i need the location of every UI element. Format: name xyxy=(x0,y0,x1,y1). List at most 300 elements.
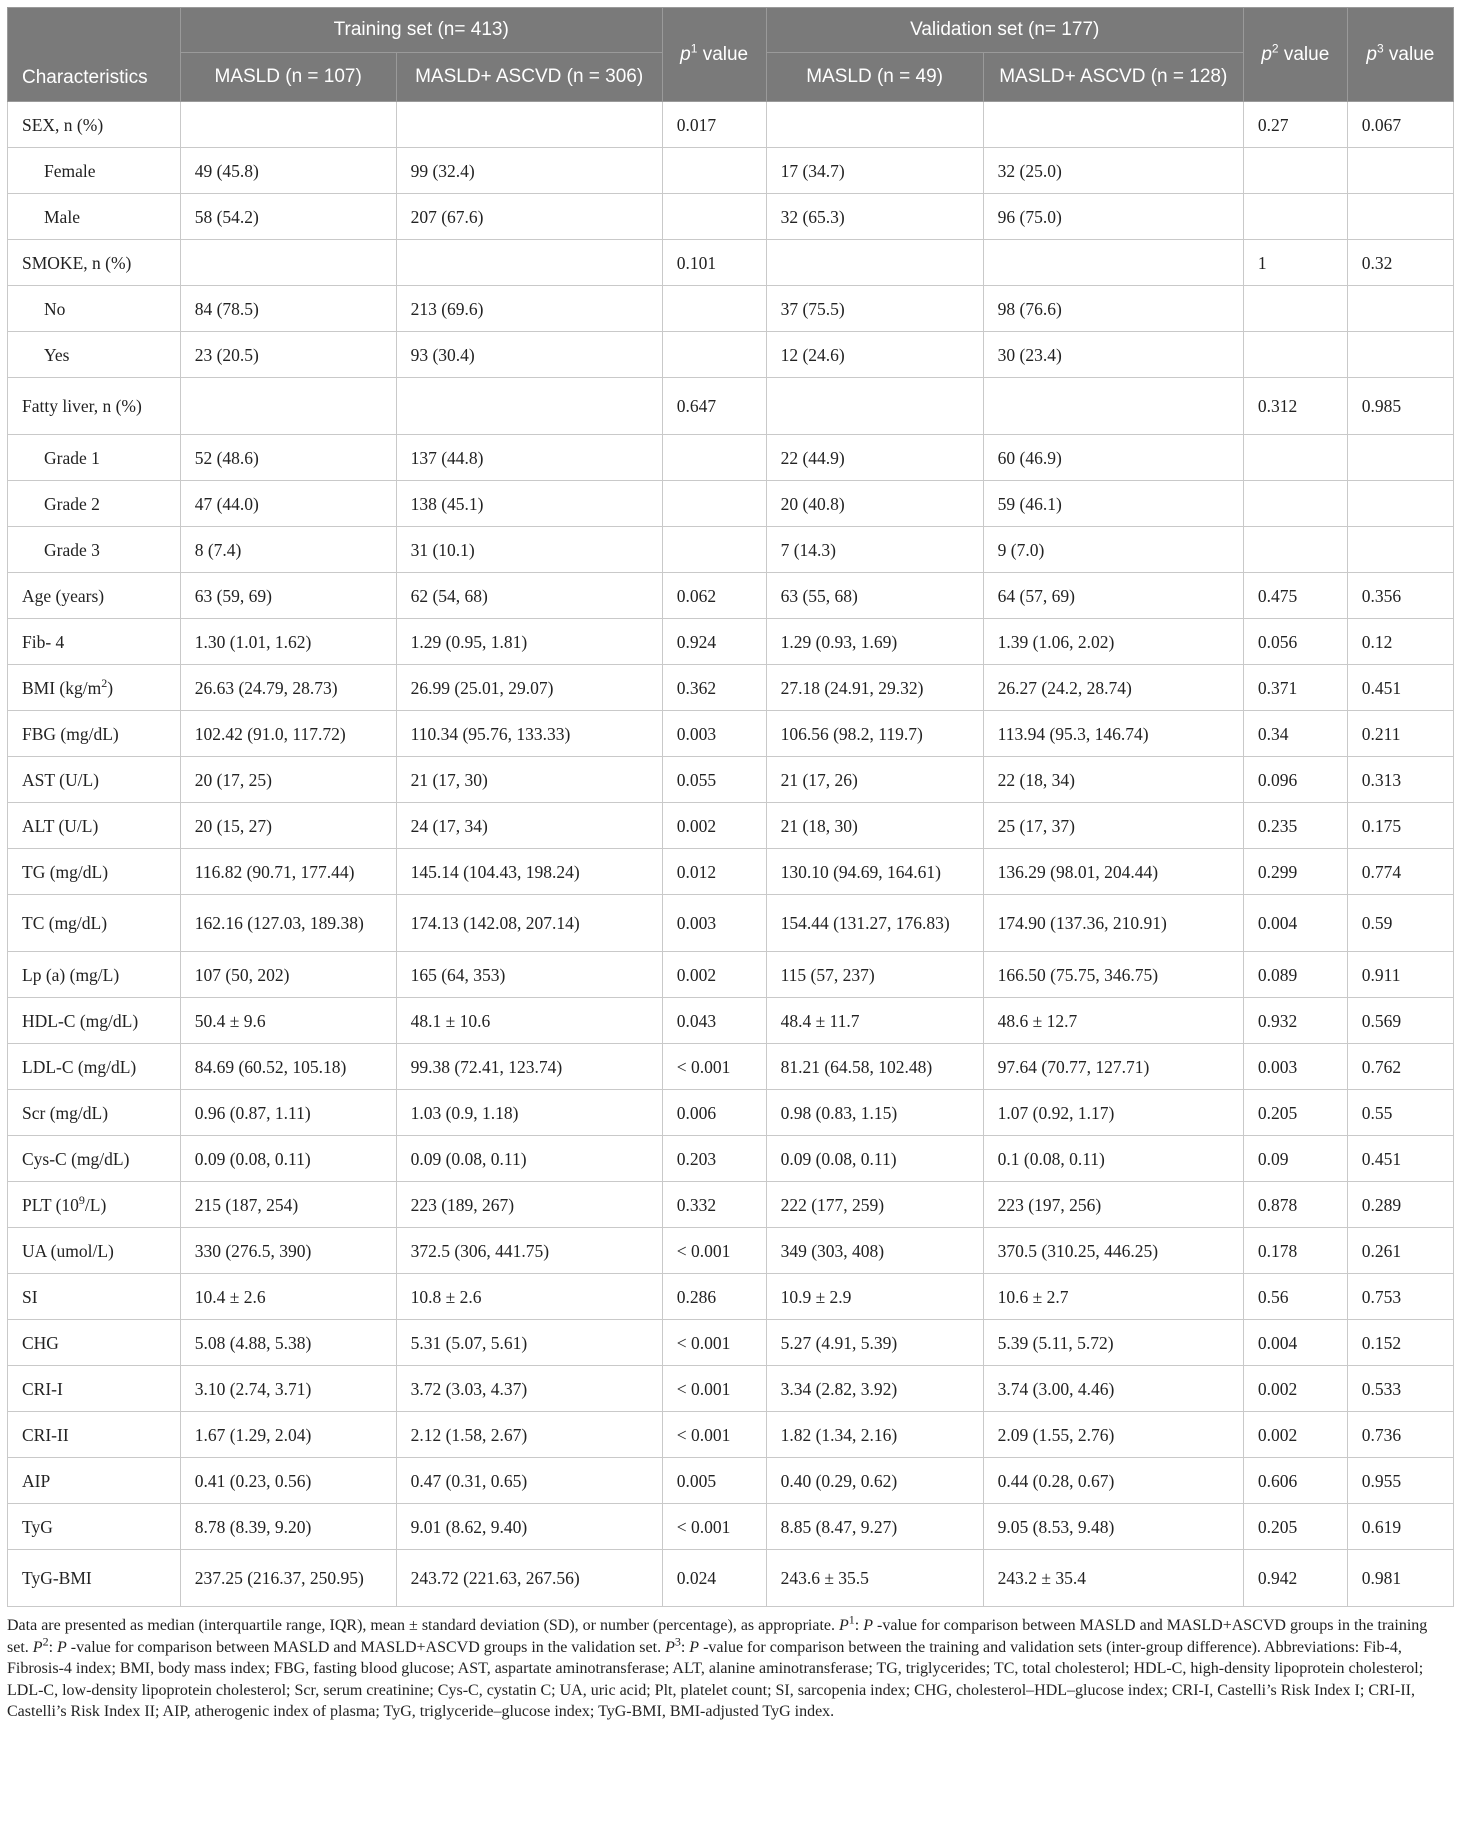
cell-characteristic: Yes xyxy=(8,332,181,378)
table-row xyxy=(8,435,1454,481)
cell-train-masld: 1.30 (1.01, 1.62) xyxy=(180,619,396,665)
cell-val-masld: 21 (17, 26) xyxy=(766,757,983,803)
cell-val-masld: 7 (14.3) xyxy=(766,527,983,573)
cell-p1: 0.006 xyxy=(662,1090,766,1136)
cell-p3: 0.619 xyxy=(1347,1504,1453,1550)
cell-train-masld-ascvd: 145.14 (104.43, 198.24) xyxy=(396,849,662,895)
cell-val-masld: 22 (44.9) xyxy=(766,435,983,481)
table-row xyxy=(8,1320,1454,1366)
cell-val-masld-ascvd: 22 (18, 34) xyxy=(983,757,1243,803)
table-row xyxy=(8,1044,1454,1090)
cell-p3: 0.569 xyxy=(1347,998,1453,1044)
table-row xyxy=(8,895,1454,952)
cell-train-masld: 162.16 (127.03, 189.38) xyxy=(180,895,396,952)
cell-p3: 0.753 xyxy=(1347,1274,1453,1320)
cell-p2 xyxy=(1243,435,1347,481)
cell-p2: 0.606 xyxy=(1243,1458,1347,1504)
cell-p2: 0.002 xyxy=(1243,1366,1347,1412)
cell-train-masld-ascvd: 243.72 (221.63, 267.56) xyxy=(396,1550,662,1607)
cell-val-masld-ascvd: 98 (76.6) xyxy=(983,286,1243,332)
table-row xyxy=(8,378,1454,435)
cell-train-masld-ascvd: 26.99 (25.01, 29.07) xyxy=(396,665,662,711)
cell-train-masld-ascvd: 1.29 (0.95, 1.81) xyxy=(396,619,662,665)
cell-p3 xyxy=(1347,435,1453,481)
header-val-masld-ascvd: MASLD+ ASCVD (n = 128) xyxy=(983,53,1243,102)
cell-p2: 0.942 xyxy=(1243,1550,1347,1607)
cell-val-masld: 27.18 (24.91, 29.32) xyxy=(766,665,983,711)
table-row xyxy=(8,1228,1454,1274)
cell-characteristic: Male xyxy=(8,194,181,240)
cell-val-masld: 12 (24.6) xyxy=(766,332,983,378)
cell-characteristic: Scr (mg/dL) xyxy=(8,1090,181,1136)
cell-val-masld: 37 (75.5) xyxy=(766,286,983,332)
cell-characteristic: AST (U/L) xyxy=(8,757,181,803)
cell-p1 xyxy=(662,332,766,378)
cell-p1: 0.203 xyxy=(662,1136,766,1182)
cell-characteristic: Fatty liver, n (%) xyxy=(8,378,181,435)
cell-characteristic: No xyxy=(8,286,181,332)
cell-p3 xyxy=(1347,332,1453,378)
table-row xyxy=(8,849,1454,895)
cell-val-masld: 115 (57, 237) xyxy=(766,952,983,998)
cell-val-masld-ascvd: 9.05 (8.53, 9.48) xyxy=(983,1504,1243,1550)
cell-p3: 0.59 xyxy=(1347,895,1453,952)
footnote-p2: -value for comparison between MASLD and MASLD+ASCVD groups in the validation set. xyxy=(70,1638,662,1656)
cell-p1 xyxy=(662,435,766,481)
cell-p3: 0.289 xyxy=(1347,1182,1453,1228)
cell-p3: 0.762 xyxy=(1347,1044,1453,1090)
cell-p1: < 0.001 xyxy=(662,1320,766,1366)
cell-val-masld: 10.9 ± 2.9 xyxy=(766,1274,983,1320)
cell-p2: 1 xyxy=(1243,240,1347,286)
cell-val-masld: 81.21 (64.58, 102.48) xyxy=(766,1044,983,1090)
cell-p2: 0.096 xyxy=(1243,757,1347,803)
table-row xyxy=(8,240,1454,286)
cell-val-masld: 63 (55, 68) xyxy=(766,573,983,619)
footnote-p1: -value for comparison between MASLD and MASLD+ASCVD groups in the training set. xyxy=(7,1617,1428,1656)
cell-p3: 0.356 xyxy=(1347,573,1453,619)
cell-train-masld: 3.10 (2.74, 3.71) xyxy=(180,1366,396,1412)
cell-train-masld-ascvd: 372.5 (306, 441.75) xyxy=(396,1228,662,1274)
cell-train-masld: 1.67 (1.29, 2.04) xyxy=(180,1412,396,1458)
cell-p3: 0.12 xyxy=(1347,619,1453,665)
cell-train-masld: 10.4 ± 2.6 xyxy=(180,1274,396,1320)
header-train-masld: MASLD (n = 107) xyxy=(180,53,396,102)
table-row xyxy=(8,952,1454,998)
cell-p3 xyxy=(1347,194,1453,240)
cell-train-masld-ascvd: 10.8 ± 2.6 xyxy=(396,1274,662,1320)
table-row xyxy=(8,1458,1454,1504)
cell-train-masld-ascvd: 62 (54, 68) xyxy=(396,573,662,619)
cell-p3: 0.985 xyxy=(1347,378,1453,435)
header-train-masld-ascvd: MASLD+ ASCVD (n = 306) xyxy=(396,53,662,102)
footnote-intro: Data are presented as median (interquartile range, IQR), mean ± standard deviation (SD), or number (percentage), as appropriate. xyxy=(7,1617,835,1634)
cell-p2: 0.004 xyxy=(1243,1320,1347,1366)
header-p1-value: $p^1$ value xyxy=(662,8,766,102)
cell-p1: 0.002 xyxy=(662,803,766,849)
cell-characteristic: CRI-I xyxy=(8,1366,181,1412)
cell-p1: 0.003 xyxy=(662,711,766,757)
table-container xyxy=(7,7,1454,1723)
cell-train-masld: 8.78 (8.39, 9.20) xyxy=(180,1504,396,1550)
footnote-abbreviations: Abbreviations: Fib-4, Fibrosis-4 index; BMI, body mass index; FBG, fasting blood glucose; AST, aspartate aminotransferase; ALT, alanine aminotransferase; TG, triglycerides; TC, total cholesterol; HDL-C, high-density lipoprotein cholesterol; LDL-C, low-density lipoprotein cholesterol; Scr, serum creatinine; Cys-C, cystatin C; UA, uric acid; Plt, platelet count; SI, sarcopenia index; CHG, cholesterol–HDL–glucose index; CRI-I, Castelli’s Risk Index I; CRI-II, Castelli’s Risk Index II; AIP, atherogenic index of plasma; TyG, triglyceride–glucose index; TyG-BMI, BMI-adjusted TyG index. xyxy=(7,1638,1424,1721)
cell-train-masld xyxy=(180,240,396,286)
cell-train-masld: 23 (20.5) xyxy=(180,332,396,378)
cell-p2 xyxy=(1243,194,1347,240)
table-row xyxy=(8,711,1454,757)
table-row xyxy=(8,1550,1454,1607)
table-row xyxy=(8,1090,1454,1136)
cell-train-masld-ascvd: 31 (10.1) xyxy=(396,527,662,573)
cell-train-masld-ascvd: 0.09 (0.08, 0.11) xyxy=(396,1136,662,1182)
characteristics-table xyxy=(7,7,1454,1607)
cell-p2: 0.205 xyxy=(1243,1090,1347,1136)
cell-p2 xyxy=(1243,332,1347,378)
cell-val-masld-ascvd: 0.44 (0.28, 0.67) xyxy=(983,1458,1243,1504)
cell-p1: 0.647 xyxy=(662,378,766,435)
cell-characteristic: ALT (U/L) xyxy=(8,803,181,849)
table-row xyxy=(8,1504,1454,1550)
cell-train-masld-ascvd: 223 (189, 267) xyxy=(396,1182,662,1228)
cell-val-masld: 20 (40.8) xyxy=(766,481,983,527)
cell-p2 xyxy=(1243,481,1347,527)
cell-val-masld-ascvd: 136.29 (98.01, 204.44) xyxy=(983,849,1243,895)
cell-train-masld: 26.63 (24.79, 28.73) xyxy=(180,665,396,711)
cell-train-masld-ascvd xyxy=(396,102,662,148)
table-row xyxy=(8,757,1454,803)
cell-train-masld-ascvd: 93 (30.4) xyxy=(396,332,662,378)
cell-characteristic: CHG xyxy=(8,1320,181,1366)
cell-val-masld: 17 (34.7) xyxy=(766,148,983,194)
cell-characteristic: TyG-BMI xyxy=(8,1550,181,1607)
cell-p2: 0.475 xyxy=(1243,573,1347,619)
cell-train-masld: 50.4 ± 9.6 xyxy=(180,998,396,1044)
cell-train-masld-ascvd: 110.34 (95.76, 133.33) xyxy=(396,711,662,757)
cell-p1: 0.332 xyxy=(662,1182,766,1228)
header-training-set: Training set (n= 413) xyxy=(180,8,662,53)
table-row xyxy=(8,1274,1454,1320)
table-row xyxy=(8,102,1454,148)
cell-train-masld: 107 (50, 202) xyxy=(180,952,396,998)
cell-p1 xyxy=(662,194,766,240)
cell-characteristic: TyG xyxy=(8,1504,181,1550)
cell-val-masld-ascvd: 370.5 (310.25, 446.25) xyxy=(983,1228,1243,1274)
table-row xyxy=(8,619,1454,665)
table-row xyxy=(8,665,1454,711)
cell-val-masld: 5.27 (4.91, 5.39) xyxy=(766,1320,983,1366)
cell-characteristic: TC (mg/dL) xyxy=(8,895,181,952)
table-header xyxy=(8,8,1454,102)
cell-val-masld-ascvd: 48.6 ± 12.7 xyxy=(983,998,1243,1044)
cell-p1 xyxy=(662,527,766,573)
cell-val-masld: 0.40 (0.29, 0.62) xyxy=(766,1458,983,1504)
cell-train-masld xyxy=(180,102,396,148)
cell-p1: 0.101 xyxy=(662,240,766,286)
table-row xyxy=(8,1136,1454,1182)
cell-characteristic: CRI-II xyxy=(8,1412,181,1458)
cell-characteristic: HDL-C (mg/dL) xyxy=(8,998,181,1044)
cell-p3 xyxy=(1347,148,1453,194)
table-row xyxy=(8,1366,1454,1412)
cell-p2: 0.089 xyxy=(1243,952,1347,998)
cell-p3: 0.981 xyxy=(1347,1550,1453,1607)
cell-p1 xyxy=(662,481,766,527)
cell-p1: 0.002 xyxy=(662,952,766,998)
header-p3-value: $p^3$ value xyxy=(1347,8,1453,102)
cell-characteristic: Grade 2 xyxy=(8,481,181,527)
cell-val-masld xyxy=(766,378,983,435)
cell-val-masld-ascvd: 9 (7.0) xyxy=(983,527,1243,573)
cell-p2: 0.312 xyxy=(1243,378,1347,435)
cell-val-masld xyxy=(766,240,983,286)
cell-val-masld-ascvd: 10.6 ± 2.7 xyxy=(983,1274,1243,1320)
cell-p2: 0.235 xyxy=(1243,803,1347,849)
cell-train-masld-ascvd: 99.38 (72.41, 123.74) xyxy=(396,1044,662,1090)
header-validation-set: Validation set (n= 177) xyxy=(766,8,1243,53)
cell-train-masld-ascvd: 21 (17, 30) xyxy=(396,757,662,803)
cell-train-masld-ascvd: 137 (44.8) xyxy=(396,435,662,481)
cell-train-masld-ascvd: 9.01 (8.62, 9.40) xyxy=(396,1504,662,1550)
cell-train-masld: 0.96 (0.87, 1.11) xyxy=(180,1090,396,1136)
cell-p3: 0.175 xyxy=(1347,803,1453,849)
cell-p1 xyxy=(662,148,766,194)
table-row xyxy=(8,148,1454,194)
cell-train-masld-ascvd: 213 (69.6) xyxy=(396,286,662,332)
cell-train-masld: 102.42 (91.0, 117.72) xyxy=(180,711,396,757)
cell-val-masld-ascvd: 0.1 (0.08, 0.11) xyxy=(983,1136,1243,1182)
cell-train-masld-ascvd: 2.12 (1.58, 2.67) xyxy=(396,1412,662,1458)
cell-characteristic: SMOKE, n (%) xyxy=(8,240,181,286)
cell-p3: 0.32 xyxy=(1347,240,1453,286)
cell-p3 xyxy=(1347,527,1453,573)
cell-p2 xyxy=(1243,148,1347,194)
cell-train-masld-ascvd xyxy=(396,240,662,286)
cell-p3: 0.736 xyxy=(1347,1412,1453,1458)
cell-val-masld-ascvd: 5.39 (5.11, 5.72) xyxy=(983,1320,1243,1366)
cell-train-masld: 84.69 (60.52, 105.18) xyxy=(180,1044,396,1090)
cell-val-masld-ascvd: 223 (197, 256) xyxy=(983,1182,1243,1228)
cell-p1: 0.017 xyxy=(662,102,766,148)
cell-p1: < 0.001 xyxy=(662,1412,766,1458)
cell-val-masld: 243.6 ± 35.5 xyxy=(766,1550,983,1607)
cell-p1: < 0.001 xyxy=(662,1366,766,1412)
cell-val-masld-ascvd: 64 (57, 69) xyxy=(983,573,1243,619)
cell-p1: 0.286 xyxy=(662,1274,766,1320)
cell-val-masld-ascvd xyxy=(983,102,1243,148)
cell-p1: < 0.001 xyxy=(662,1044,766,1090)
cell-p2: 0.932 xyxy=(1243,998,1347,1044)
cell-p2: 0.371 xyxy=(1243,665,1347,711)
cell-p2: 0.002 xyxy=(1243,1412,1347,1458)
cell-p2: 0.878 xyxy=(1243,1182,1347,1228)
cell-p1: 0.024 xyxy=(662,1550,766,1607)
table-row xyxy=(8,1412,1454,1458)
cell-train-masld: 116.82 (90.71, 177.44) xyxy=(180,849,396,895)
cell-p3: 0.774 xyxy=(1347,849,1453,895)
cell-p1 xyxy=(662,286,766,332)
cell-train-masld: 58 (54.2) xyxy=(180,194,396,240)
cell-characteristic: LDL-C (mg/dL) xyxy=(8,1044,181,1090)
cell-p2 xyxy=(1243,286,1347,332)
cell-val-masld: 130.10 (94.69, 164.61) xyxy=(766,849,983,895)
cell-train-masld: 237.25 (216.37, 250.95) xyxy=(180,1550,396,1607)
cell-p2: 0.56 xyxy=(1243,1274,1347,1320)
cell-p1: 0.043 xyxy=(662,998,766,1044)
cell-p3: 0.533 xyxy=(1347,1366,1453,1412)
header-val-masld: MASLD (n = 49) xyxy=(766,53,983,102)
cell-p3: 0.55 xyxy=(1347,1090,1453,1136)
cell-p3: 0.911 xyxy=(1347,952,1453,998)
cell-p1: < 0.001 xyxy=(662,1504,766,1550)
cell-characteristic: PLT $(10^9/L)$ xyxy=(8,1182,181,1228)
cell-p2: 0.178 xyxy=(1243,1228,1347,1274)
cell-train-masld: 0.41 (0.23, 0.56) xyxy=(180,1458,396,1504)
cell-p1: 0.003 xyxy=(662,895,766,952)
cell-val-masld: 106.56 (98.2, 119.7) xyxy=(766,711,983,757)
cell-p1: 0.062 xyxy=(662,573,766,619)
cell-p3: 0.451 xyxy=(1347,665,1453,711)
cell-p3: 0.211 xyxy=(1347,711,1453,757)
cell-val-masld: 1.82 (1.34, 2.16) xyxy=(766,1412,983,1458)
cell-val-masld: 8.85 (8.47, 9.27) xyxy=(766,1504,983,1550)
cell-val-masld: 3.34 (2.82, 3.92) xyxy=(766,1366,983,1412)
cell-train-masld-ascvd xyxy=(396,378,662,435)
cell-val-masld-ascvd xyxy=(983,240,1243,286)
cell-p3: 0.152 xyxy=(1347,1320,1453,1366)
cell-train-masld: 8 (7.4) xyxy=(180,527,396,573)
cell-train-masld: 84 (78.5) xyxy=(180,286,396,332)
table-footnote: Data are presented as median (interquartile range, IQR), mean ± standard deviation (SD), or number (percentage), as appropriate. $P^1$: P -value for comparison between MASLD and MASLD+ASCVD groups in the training set. $P^2$: P -value for comparison between MASLD and MASLD+ASCVD groups in the validation set. $P^3$: P -value for comparison between the training and validation sets (inter-group difference). Abbreviations: Fib-4, Fibrosis-4 index; BMI, body mass index; FBG, fasting blood glucose; AST, aspartate aminotransferase; ALT, alanine aminotransferase; TG, triglycerides; TC, total cholesterol; HDL-C, high-density lipoprotein cholesterol; LDL-C, low-density lipoprotein cholesterol; Scr, serum creatinine; Cys-C, cystatin C; UA, uric acid; Plt, platelet count; SI, sarcopenia index; CHG, cholesterol–HDL–glucose index; CRI-I, Castelli’s Risk Index I; CRI-II, Castelli’s Risk Index II; AIP, atherogenic index of plasma; TyG, triglyceride–glucose index; TyG-BMI, BMI-adjusted TyG index. xyxy=(7,1612,1428,1721)
cell-train-masld: 49 (45.8) xyxy=(180,148,396,194)
table-row xyxy=(8,803,1454,849)
cell-val-masld-ascvd: 32 (25.0) xyxy=(983,148,1243,194)
cell-val-masld: 21 (18, 30) xyxy=(766,803,983,849)
cell-characteristic: Grade 1 xyxy=(8,435,181,481)
cell-p3 xyxy=(1347,481,1453,527)
cell-p3: 0.451 xyxy=(1347,1136,1453,1182)
header-characteristics: Characteristics xyxy=(8,8,181,102)
cell-characteristic: TG (mg/dL) xyxy=(8,849,181,895)
cell-p1: 0.055 xyxy=(662,757,766,803)
cell-val-masld-ascvd: 243.2 ± 35.4 xyxy=(983,1550,1243,1607)
cell-val-masld-ascvd: 60 (46.9) xyxy=(983,435,1243,481)
cell-p2: 0.299 xyxy=(1243,849,1347,895)
cell-characteristic: Female xyxy=(8,148,181,194)
cell-train-masld: 5.08 (4.88, 5.38) xyxy=(180,1320,396,1366)
cell-val-masld xyxy=(766,102,983,148)
cell-val-masld-ascvd: 30 (23.4) xyxy=(983,332,1243,378)
cell-characteristic: Fib- 4 xyxy=(8,619,181,665)
table-row xyxy=(8,998,1454,1044)
cell-val-masld-ascvd: 1.07 (0.92, 1.17) xyxy=(983,1090,1243,1136)
cell-val-masld-ascvd: 1.39 (1.06, 2.02) xyxy=(983,619,1243,665)
cell-train-masld-ascvd: 48.1 ± 10.6 xyxy=(396,998,662,1044)
table-row xyxy=(8,286,1454,332)
cell-p3: 0.261 xyxy=(1347,1228,1453,1274)
cell-train-masld: 47 (44.0) xyxy=(180,481,396,527)
cell-p2: 0.34 xyxy=(1243,711,1347,757)
cell-train-masld: 52 (48.6) xyxy=(180,435,396,481)
cell-train-masld-ascvd: 24 (17, 34) xyxy=(396,803,662,849)
cell-train-masld-ascvd: 1.03 (0.9, 1.18) xyxy=(396,1090,662,1136)
cell-val-masld: 48.4 ± 11.7 xyxy=(766,998,983,1044)
cell-val-masld-ascvd: 174.90 (137.36, 210.91) xyxy=(983,895,1243,952)
cell-val-masld: 0.09 (0.08, 0.11) xyxy=(766,1136,983,1182)
cell-val-masld-ascvd: 96 (75.0) xyxy=(983,194,1243,240)
footnote-p3: -value for comparison between the training and validation sets (inter-group difference). xyxy=(703,1638,1261,1656)
cell-p3: 0.955 xyxy=(1347,1458,1453,1504)
cell-p3: 0.313 xyxy=(1347,757,1453,803)
cell-p3: 0.067 xyxy=(1347,102,1453,148)
header-p2-value: $p^2$ value xyxy=(1243,8,1347,102)
cell-p2 xyxy=(1243,527,1347,573)
cell-val-masld-ascvd: 113.94 (95.3, 146.74) xyxy=(983,711,1243,757)
cell-val-masld-ascvd: 2.09 (1.55, 2.76) xyxy=(983,1412,1243,1458)
cell-p3 xyxy=(1347,286,1453,332)
cell-p1: 0.012 xyxy=(662,849,766,895)
cell-p2: 0.205 xyxy=(1243,1504,1347,1550)
cell-val-masld: 222 (177, 259) xyxy=(766,1182,983,1228)
cell-characteristic: BMI $(kg/m^2)$ xyxy=(8,665,181,711)
cell-p2: 0.09 xyxy=(1243,1136,1347,1182)
cell-val-masld-ascvd: 26.27 (24.2, 28.74) xyxy=(983,665,1243,711)
cell-train-masld: 215 (187, 254) xyxy=(180,1182,396,1228)
cell-characteristic: SEX, n (%) xyxy=(8,102,181,148)
cell-val-masld-ascvd: 166.50 (75.75, 346.75) xyxy=(983,952,1243,998)
table-row xyxy=(8,527,1454,573)
cell-val-masld: 32 (65.3) xyxy=(766,194,983,240)
cell-characteristic: FBG (mg/dL) xyxy=(8,711,181,757)
cell-train-masld: 63 (59, 69) xyxy=(180,573,396,619)
cell-train-masld-ascvd: 174.13 (142.08, 207.14) xyxy=(396,895,662,952)
cell-val-masld: 1.29 (0.93, 1.69) xyxy=(766,619,983,665)
cell-p2: 0.003 xyxy=(1243,1044,1347,1090)
cell-train-masld-ascvd: 165 (64, 353) xyxy=(396,952,662,998)
cell-val-masld-ascvd: 59 (46.1) xyxy=(983,481,1243,527)
cell-val-masld: 154.44 (131.27, 176.83) xyxy=(766,895,983,952)
cell-train-masld-ascvd: 207 (67.6) xyxy=(396,194,662,240)
cell-p1: 0.005 xyxy=(662,1458,766,1504)
cell-train-masld: 0.09 (0.08, 0.11) xyxy=(180,1136,396,1182)
cell-p2: 0.056 xyxy=(1243,619,1347,665)
cell-train-masld-ascvd: 138 (45.1) xyxy=(396,481,662,527)
cell-p1: 0.924 xyxy=(662,619,766,665)
cell-train-masld: 20 (17, 25) xyxy=(180,757,396,803)
cell-val-masld: 349 (303, 408) xyxy=(766,1228,983,1274)
table-row xyxy=(8,194,1454,240)
table-row xyxy=(8,332,1454,378)
cell-p1: < 0.001 xyxy=(662,1228,766,1274)
cell-val-masld-ascvd xyxy=(983,378,1243,435)
table-row xyxy=(8,481,1454,527)
table-row xyxy=(8,573,1454,619)
cell-train-masld xyxy=(180,378,396,435)
cell-val-masld-ascvd: 97.64 (70.77, 127.71) xyxy=(983,1044,1243,1090)
cell-train-masld-ascvd: 99 (32.4) xyxy=(396,148,662,194)
table-row xyxy=(8,1182,1454,1228)
cell-val-masld-ascvd: 3.74 (3.00, 4.46) xyxy=(983,1366,1243,1412)
cell-train-masld: 20 (15, 27) xyxy=(180,803,396,849)
cell-p2: 0.27 xyxy=(1243,102,1347,148)
cell-train-masld-ascvd: 0.47 (0.31, 0.65) xyxy=(396,1458,662,1504)
cell-train-masld-ascvd: 5.31 (5.07, 5.61) xyxy=(396,1320,662,1366)
cell-characteristic: Lp (a) (mg/L) xyxy=(8,952,181,998)
cell-characteristic: SI xyxy=(8,1274,181,1320)
cell-train-masld: 330 (276.5, 390) xyxy=(180,1228,396,1274)
cell-val-masld: 0.98 (0.83, 1.15) xyxy=(766,1090,983,1136)
cell-characteristic: Grade 3 xyxy=(8,527,181,573)
cell-characteristic: Age (years) xyxy=(8,573,181,619)
